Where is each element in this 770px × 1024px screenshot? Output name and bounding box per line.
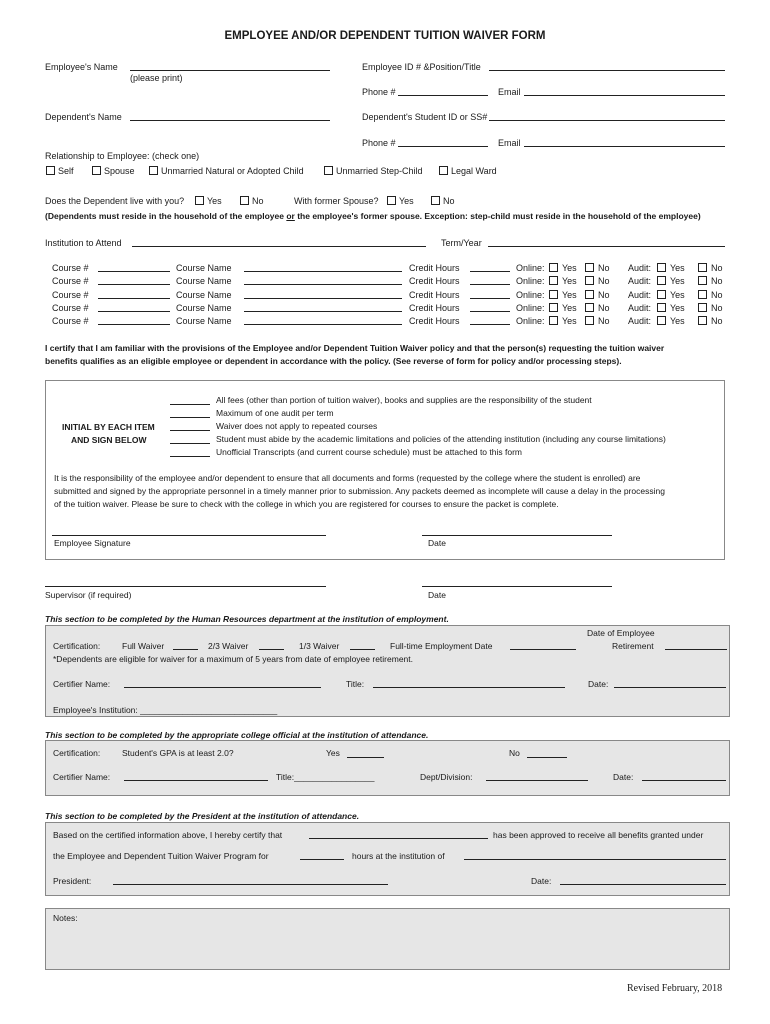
dependent-id-field[interactable] <box>489 120 725 121</box>
employee-phone-label: Phone # <box>362 87 396 97</box>
full-waiver-label: Full Waiver <box>122 641 165 651</box>
college-title-field[interactable]: Title:_________________ <box>276 772 375 782</box>
course-name-label: Course Name <box>176 316 232 326</box>
course-number-field[interactable] <box>98 311 170 312</box>
audit-no-checkbox[interactable] <box>698 276 707 285</box>
college-certifier-label: Certifier Name: <box>53 772 111 782</box>
responsibility-2: submitted and signed by the appropriate personnel in a timely manner prior to submission. Any packets deemed as incomplete will cause a delay in the processing <box>54 486 665 496</box>
supervisor-date-field[interactable] <box>422 586 612 587</box>
course-name-label: Course Name <box>176 276 232 286</box>
ward-option: Legal Ward <box>451 166 497 176</box>
responsibility-3: of the tuition waiver. Please be sure to check with the college in which you are registered for courses to ensure the packet is complete. <box>54 499 559 509</box>
retirement-label-2: Retirement <box>612 641 654 651</box>
online-no-checkbox[interactable] <box>585 276 594 285</box>
retirement-label-1: Date of Employee <box>587 628 655 638</box>
credit-hours-label: Credit Hours <box>409 316 460 326</box>
online-no-label: No <box>598 290 610 300</box>
online-yes-label: Yes <box>562 276 577 286</box>
hr-section <box>45 625 730 717</box>
credit-hours-field[interactable] <box>470 284 510 285</box>
course-name-field[interactable] <box>244 284 402 285</box>
president-heading: This section to be completed by the President at the institution of attendance. <box>45 811 360 821</box>
self-checkbox[interactable] <box>46 166 55 175</box>
one-third-field[interactable] <box>350 649 375 650</box>
college-certification-label: Certification: <box>53 748 101 758</box>
course-number-label: Course # <box>52 263 89 273</box>
course-name-field[interactable] <box>244 298 402 299</box>
online-no-checkbox[interactable] <box>585 290 594 299</box>
online-yes-label: Yes <box>562 303 577 313</box>
relationship-label: Relationship to Employee: (check one) <box>45 151 200 161</box>
employee-date-field[interactable] <box>422 535 612 536</box>
audit-no-checkbox[interactable] <box>698 303 707 312</box>
online-label: Online: <box>516 276 545 286</box>
ward-checkbox[interactable] <box>439 166 448 175</box>
course-number-label: Course # <box>52 276 89 286</box>
audit-yes-checkbox[interactable] <box>657 276 666 285</box>
audit-yes-label: Yes <box>670 290 685 300</box>
revised-date: Revised February, 2018 <box>627 983 723 994</box>
live-yes-label: Yes <box>207 196 222 206</box>
college-date-label: Date: <box>613 772 634 782</box>
hr-note: *Dependents are eligible for waiver for a maximum of 5 years from date of employee retirement. <box>53 654 413 664</box>
initial-box <box>45 380 725 560</box>
supervisor-label: Supervisor (if required) <box>45 590 132 600</box>
two-thirds-field[interactable] <box>259 649 284 650</box>
audit-yes-checkbox[interactable] <box>657 290 666 299</box>
term-label: Term/Year <box>441 238 482 248</box>
audit-no-label: No <box>711 263 723 273</box>
audit-yes-checkbox[interactable] <box>657 263 666 272</box>
president-date-label: Date: <box>531 876 552 886</box>
gpa-no-field[interactable] <box>527 757 567 758</box>
online-no-label: No <box>598 263 610 273</box>
stepchild-checkbox[interactable] <box>324 166 333 175</box>
former-spouse-question: With former Spouse? <box>294 196 379 206</box>
online-no-label: No <box>598 276 610 286</box>
initial-field[interactable] <box>170 456 210 457</box>
initial-item: Unofficial Transcripts (and current course schedule) must be attached to this form <box>216 447 522 457</box>
notes-box[interactable] <box>45 908 730 970</box>
dependent-name-field[interactable] <box>130 120 330 121</box>
full-waiver-field[interactable] <box>173 649 198 650</box>
audit-yes-checkbox[interactable] <box>657 316 666 325</box>
student-name-field[interactable] <box>309 838 488 839</box>
retirement-field[interactable] <box>665 649 727 650</box>
initial-field[interactable] <box>170 430 210 431</box>
course-number-label: Course # <box>52 303 89 313</box>
online-label: Online: <box>516 316 545 326</box>
initial-item: All fees (other than portion of tuition waiver), books and supplies are the responsibility of the student <box>216 395 592 405</box>
online-yes-label: Yes <box>562 290 577 300</box>
course-number-field[interactable] <box>98 284 170 285</box>
initial-field[interactable] <box>170 443 210 444</box>
employee-id-field[interactable] <box>489 70 725 71</box>
employee-phone-field[interactable] <box>398 95 488 96</box>
live-question: Does the Dependent live with you? <box>45 196 185 206</box>
hr-heading: This section to be completed by the Human Resources department at the institution of employment. <box>45 614 449 624</box>
audit-no-label: No <box>711 303 723 313</box>
gpa-yes-field[interactable] <box>347 757 384 758</box>
employee-date-label: Date <box>428 538 446 548</box>
hr-title-field[interactable] <box>373 687 565 688</box>
audit-no-checkbox[interactable] <box>698 316 707 325</box>
online-label: Online: <box>516 290 545 300</box>
two-thirds-label: 2/3 Waiver <box>208 641 249 651</box>
responsibility-1: It is the responsibility of the employee and/or dependent to ensure that all documents and forms (requested by the college where the student is enrolled) are <box>54 473 641 483</box>
president-line2a: the Employee and Dependent Tuition Waiver Program for <box>53 851 269 861</box>
fulltime-field[interactable] <box>510 649 576 650</box>
online-no-label: No <box>598 316 610 326</box>
credit-hours-label: Credit Hours <box>409 290 460 300</box>
course-number-label: Course # <box>52 316 89 326</box>
hr-certifier-field[interactable] <box>124 687 321 688</box>
former-no-checkbox[interactable] <box>431 196 440 205</box>
course-name-label: Course Name <box>176 290 232 300</box>
hr-title-label: Title: <box>346 679 365 689</box>
print-note: (please print) <box>130 73 183 83</box>
audit-no-checkbox[interactable] <box>698 290 707 299</box>
audit-yes-label: Yes <box>670 303 685 313</box>
term-field[interactable] <box>488 246 725 247</box>
audit-no-label: No <box>711 290 723 300</box>
hr-date-label: Date: <box>588 679 609 689</box>
online-yes-label: Yes <box>562 316 577 326</box>
credit-hours-field[interactable] <box>470 298 510 299</box>
course-number-field[interactable] <box>98 271 170 272</box>
employee-name-field[interactable] <box>130 70 330 71</box>
employee-id-label: Employee ID # &Position/Title <box>362 62 481 72</box>
spouse-option: Spouse <box>104 166 135 176</box>
online-label: Online: <box>516 263 545 273</box>
employee-signature-field[interactable] <box>52 535 326 536</box>
institution-field[interactable] <box>132 246 426 247</box>
notes-label: Notes: <box>53 913 78 923</box>
dependent-phone-label: Phone # <box>362 138 396 148</box>
dependent-email-label: Email <box>498 138 521 148</box>
former-yes-checkbox[interactable] <box>387 196 396 205</box>
institution-label: Institution to Attend <box>45 238 122 248</box>
audit-yes-label: Yes <box>670 316 685 326</box>
course-name-label: Course Name <box>176 263 232 273</box>
self-option: Self <box>58 166 74 176</box>
president-date-field[interactable] <box>560 884 726 885</box>
course-name-field[interactable] <box>244 271 402 272</box>
dept-label: Dept/Division: <box>420 772 473 782</box>
audit-label: Audit: <box>628 316 652 326</box>
online-yes-checkbox[interactable] <box>549 290 558 299</box>
president-label: President: <box>53 876 92 886</box>
audit-label: Audit: <box>628 303 652 313</box>
employee-email-field[interactable] <box>524 95 725 96</box>
certify-text-1: I certify that I am familiar with the provisions of the Employee and/or Dependent Tuition Waiver policy and that the person(s) requesting the tuition waiver <box>45 343 665 353</box>
credit-hours-field[interactable] <box>470 324 510 325</box>
former-no-label: No <box>443 196 455 206</box>
institution-of-field[interactable] <box>464 859 726 860</box>
credit-hours-field[interactable] <box>470 271 510 272</box>
audit-no-label: No <box>711 316 723 326</box>
credit-hours-label: Credit Hours <box>409 276 460 286</box>
initial-item: Student must abide by the academic limitations and policies of the attending institution (including any course limitations) <box>216 434 666 444</box>
audit-label: Audit: <box>628 263 652 273</box>
audit-no-checkbox[interactable] <box>698 263 707 272</box>
online-no-checkbox[interactable] <box>585 263 594 272</box>
initial-field[interactable] <box>170 404 210 405</box>
supervisor-date-label: Date <box>428 590 446 600</box>
employee-signature-label: Employee Signature <box>54 538 131 548</box>
online-yes-label: Yes <box>562 263 577 273</box>
online-label: Online: <box>516 303 545 313</box>
initial-item: Maximum of one audit per term <box>216 408 334 418</box>
supervisor-field[interactable] <box>45 586 326 587</box>
college-heading: This section to be completed by the appropriate college official at the institution of attendance. <box>45 730 429 740</box>
initial-heading-1: INITIAL BY EACH ITEM <box>62 422 155 432</box>
live-no-label: No <box>252 196 264 206</box>
employee-email-label: Email <box>498 87 521 97</box>
course-number-field[interactable] <box>98 324 170 325</box>
audit-yes-label: Yes <box>670 276 685 286</box>
dept-field[interactable] <box>486 780 588 781</box>
child-checkbox[interactable] <box>149 166 158 175</box>
audit-label: Audit: <box>628 276 652 286</box>
hr-institution[interactable]: Employee's Institution: _____________________________ <box>53 705 278 715</box>
online-no-checkbox[interactable] <box>585 303 594 312</box>
dependent-id-label: Dependent's Student ID or SS# <box>362 112 488 122</box>
credit-hours-label: Credit Hours <box>409 303 460 313</box>
child-option: Unmarried Natural or Adopted Child <box>161 166 304 176</box>
hr-certifier-label: Certifier Name: <box>53 679 111 689</box>
course-name-label: Course Name <box>176 303 232 313</box>
dependent-phone-field[interactable] <box>398 146 488 147</box>
audit-no-label: No <box>711 276 723 286</box>
online-yes-checkbox[interactable] <box>549 316 558 325</box>
hr-certification-label: Certification: <box>53 641 101 651</box>
president-line1a: Based on the certified information above, I hereby certify that <box>53 830 283 840</box>
audit-yes-checkbox[interactable] <box>657 303 666 312</box>
residence-note: (Dependents must reside in the household of the employee or the employee's former spouse. Exception: step-child must reside in the household of the employee) <box>45 211 701 221</box>
online-no-checkbox[interactable] <box>585 316 594 325</box>
form-title: EMPLOYEE AND/OR DEPENDENT TUITION WAIVER FORM <box>224 30 546 42</box>
hours-field[interactable] <box>300 859 344 860</box>
college-certifier-field[interactable] <box>124 780 268 781</box>
one-third-label: 1/3 Waiver <box>299 641 340 651</box>
credit-hours-field[interactable] <box>470 311 510 312</box>
former-yes-label: Yes <box>399 196 414 206</box>
live-no-checkbox[interactable] <box>240 196 249 205</box>
dependent-email-field[interactable] <box>524 146 725 147</box>
audit-yes-label: Yes <box>670 263 685 273</box>
live-yes-checkbox[interactable] <box>195 196 204 205</box>
dependent-name-label: Dependent's Name <box>45 112 122 122</box>
gpa-yes-label: Yes <box>326 748 340 758</box>
gpa-no-label: No <box>509 748 520 758</box>
online-yes-checkbox[interactable] <box>549 276 558 285</box>
course-name-field[interactable] <box>244 324 402 325</box>
spouse-checkbox[interactable] <box>92 166 101 175</box>
initial-heading-2: AND SIGN BELOW <box>71 435 147 445</box>
course-number-label: Course # <box>52 290 89 300</box>
gpa-question: Student's GPA is at least 2.0? <box>122 748 234 758</box>
online-yes-checkbox[interactable] <box>549 303 558 312</box>
president-signature-field[interactable] <box>113 884 388 885</box>
credit-hours-label: Credit Hours <box>409 263 460 273</box>
course-name-field[interactable] <box>244 311 402 312</box>
initial-item: Waiver does not apply to repeated courses <box>216 421 378 431</box>
president-line1b: has been approved to receive all benefits granted under <box>493 830 704 840</box>
initial-field[interactable] <box>170 417 210 418</box>
online-yes-checkbox[interactable] <box>549 263 558 272</box>
course-number-field[interactable] <box>98 298 170 299</box>
audit-label: Audit: <box>628 290 652 300</box>
fulltime-label: Full-time Employment Date <box>390 641 493 651</box>
stepchild-option: Unmarried Step-Child <box>336 166 423 176</box>
online-no-label: No <box>598 303 610 313</box>
hr-date-field[interactable] <box>614 687 726 688</box>
employee-name-label: Employee's Name <box>45 62 118 72</box>
college-date-field[interactable] <box>642 780 726 781</box>
certify-text-2: benefits qualifies as an eligible employee or dependent in accordance with the policy. (See reverse of form for policy and/or processing steps). <box>45 356 622 366</box>
president-line2b: hours at the institution of <box>352 851 445 861</box>
